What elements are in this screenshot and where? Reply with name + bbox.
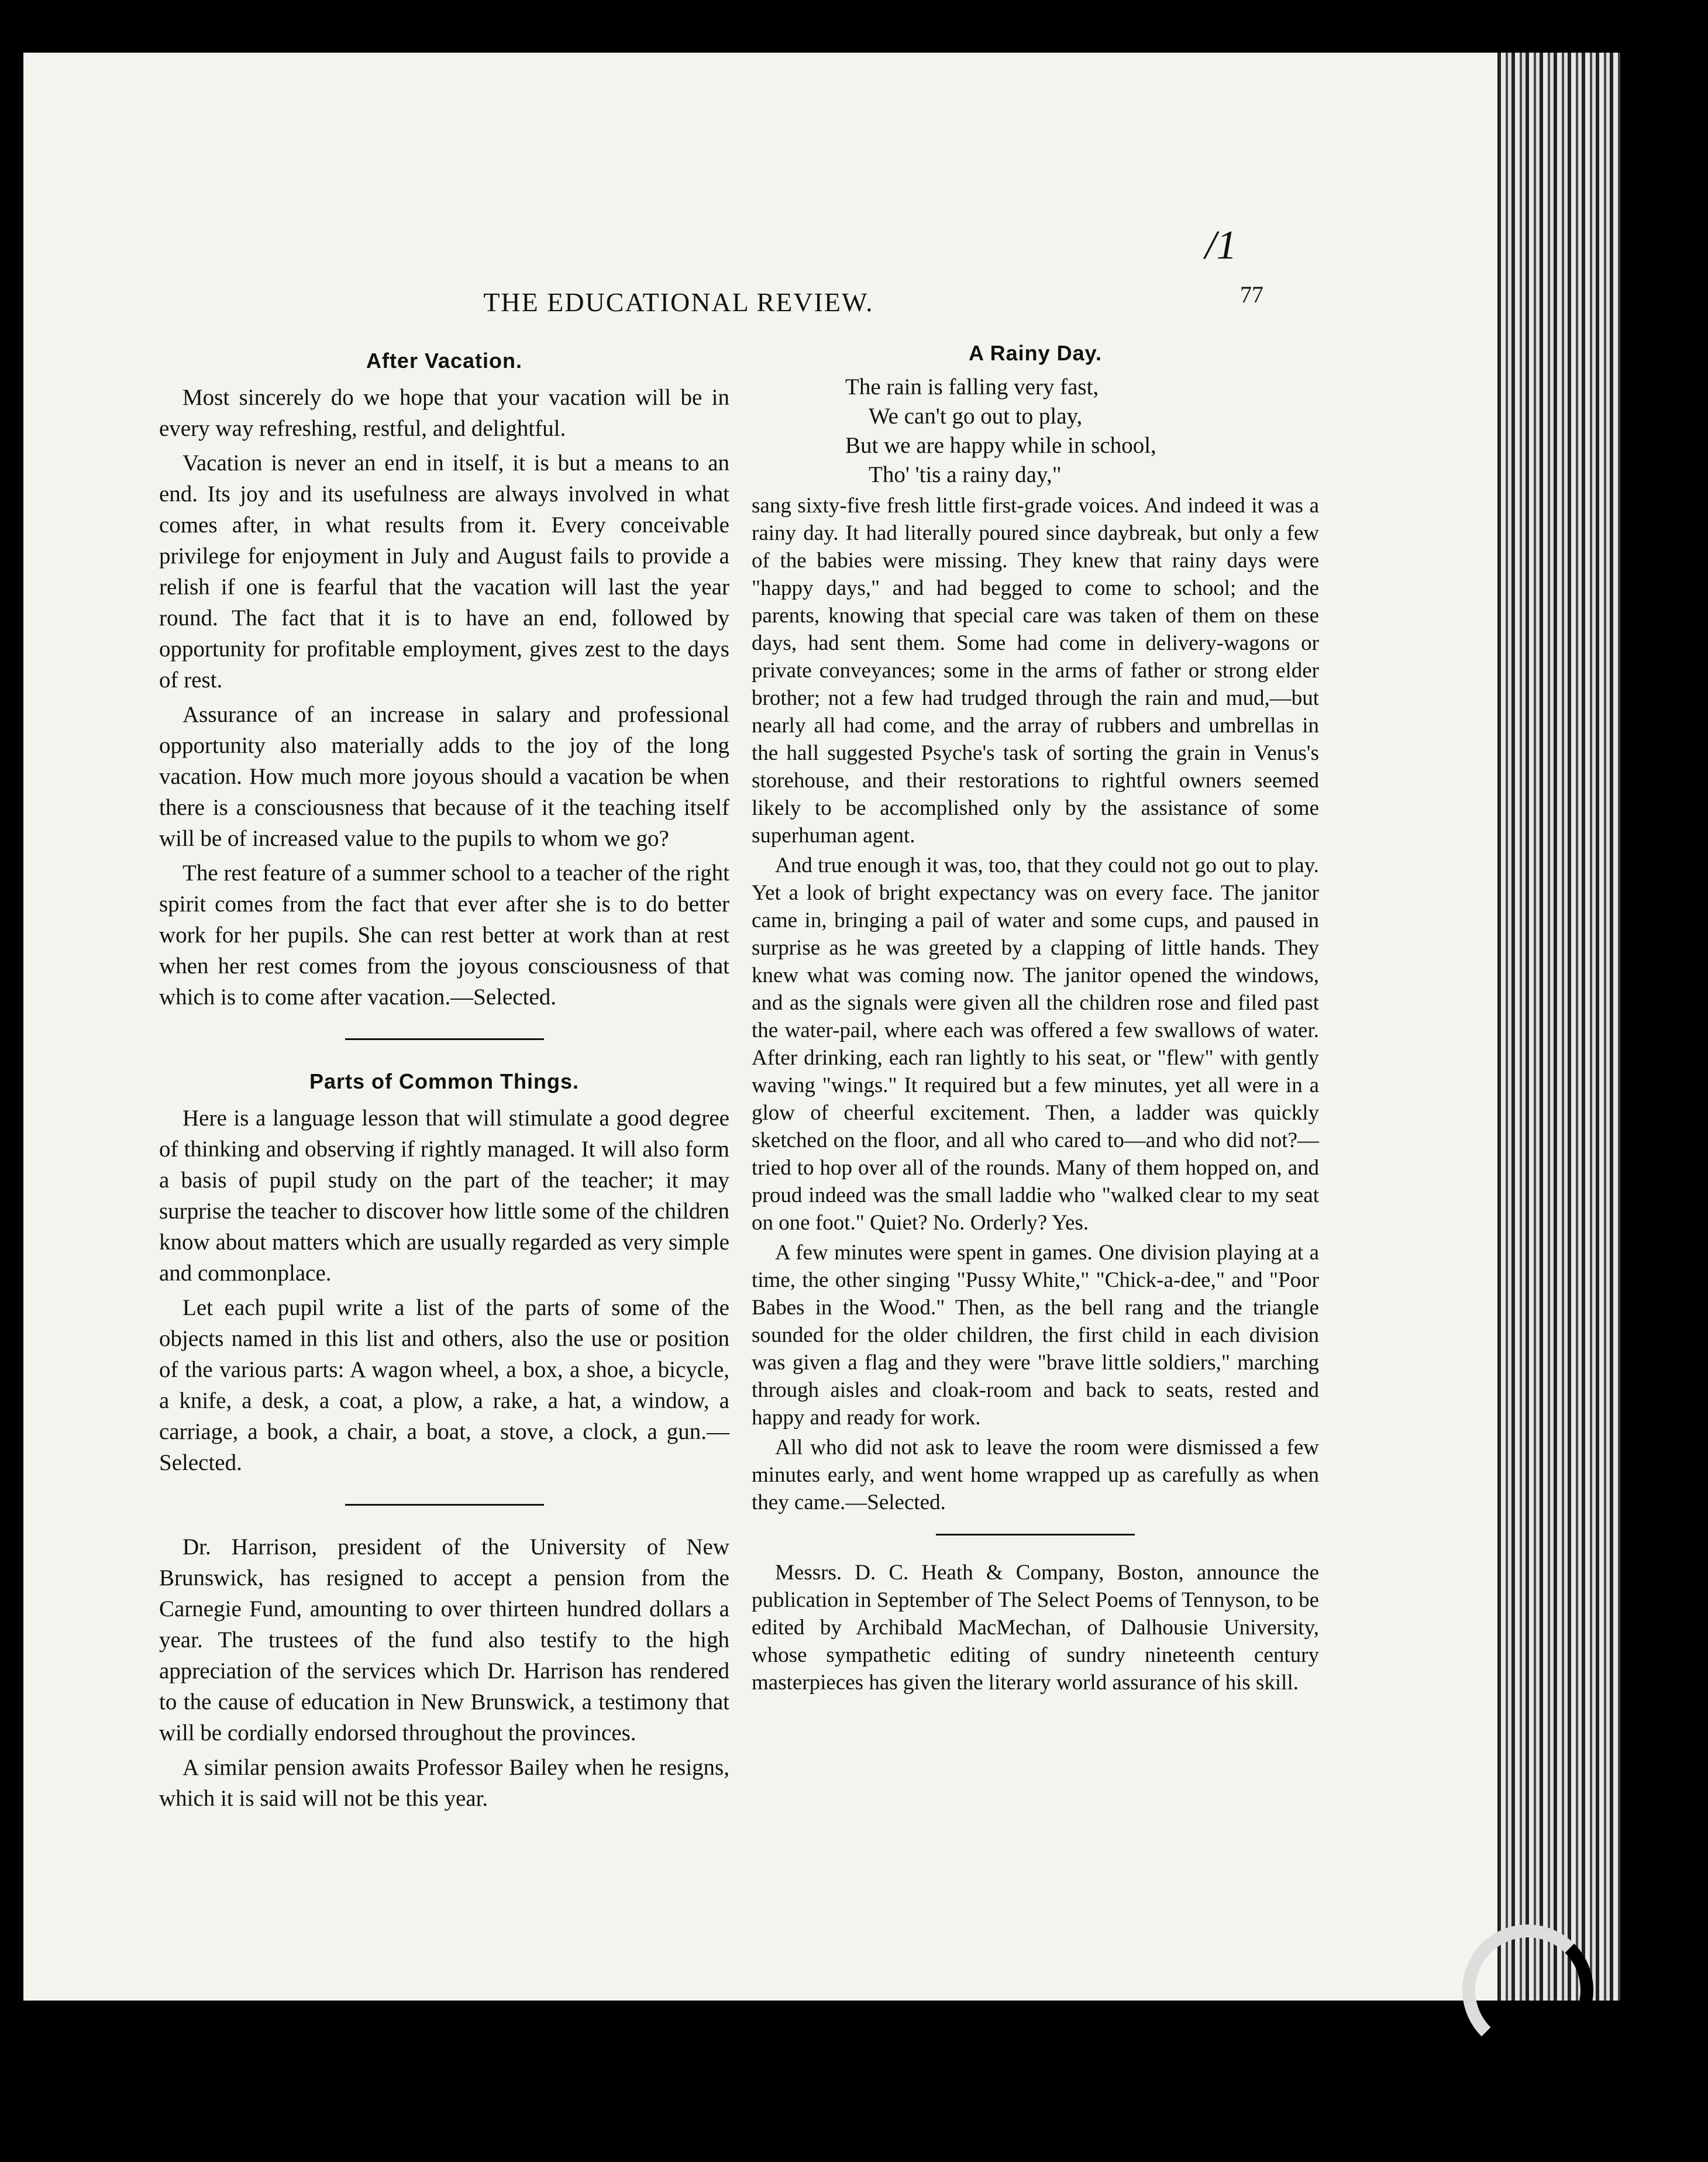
paragraph: A similar pension awaits Professor Bailey when he resigns, which it is said will not be this year. bbox=[159, 1755, 729, 1811]
right-column bbox=[752, 339, 1319, 1699]
section-divider bbox=[345, 1038, 544, 1040]
running-header: THE EDUCATIONAL REVIEW. bbox=[483, 287, 874, 317]
paragraph: sang sixty-five fresh little first-grade voices. And indeed it was a rainy day. It had literally poured since daybreak, but only a few of the babies were missing. They knew that rainy days were "happy days," and had begged to come to school; and the parents, knowing that special care was taken of them on these days, had sent them. Some had come in delivery-wagons or private conveyances; some in the arms of father or strong elder brother; not a few had trudged through the rain and mud,—but nearly all had come, and the array of rubbers and umbrellas in the hall suggested Psyche's task of sorting the grain in Venus's storehouse, and their restorations to rightful owners seemed likely to be accomplished only by the assistance of some superhuman agent. bbox=[752, 494, 1319, 848]
film-border-right bbox=[1620, 0, 1708, 2162]
article-heading: After Vacation. bbox=[366, 349, 523, 373]
paragraph: A few minutes were spent in games. One division playing at a time, the other singing "Pussy White," "Chick-a-dee," and "Poor Babes in the Wood." Then, as the bell rang and the triangle sounded for the older children, the first child in each division was given a flag and they were "brave little soldiers," marching through aisles and cloak-room and back to seats, rested and happy and ready for work. bbox=[752, 1241, 1319, 1430]
paragraph: And true enough it was, too, that they could not go out to play. Yet a look of bright expectancy was on every face. The janitor came in, bringing a pail of water and some cups, and paused in surprise as he was greeted by a clapping of little hands. They knew what was coming now. The janitor opened the windows, and as the signals were given all the children rose and filed past the water-pail, where each was offered a few swallows of water. After drinking, each ran lightly to his seat, or "flew" with gently waving "wings." It required but a few minutes, yet all were in a glow of cheerful excitement. Then, a ladder was quickly sketched on the floor, and all who cared to—and who did not?—tried to hop over all of the rounds. Many of them hopped on, and proud indeed was the small laddie who "walked clear to my seat on one foot." Quiet? No. Orderly? Yes. bbox=[752, 853, 1319, 1235]
paragraph: Let each pupil write a list of the parts of some of the objects named in this list and others, also the use or position of the various parts: A wagon wheel, a box, a shoe, a bicycle, a knife, a desk, a coat, a plow, a rake, a hat, a window, a carriage, a book, a chair, a boat, a stove, a clock, a gun.—Selected. bbox=[159, 1295, 729, 1475]
article-heading: A Rainy Day. bbox=[968, 341, 1103, 365]
article-parts-of-common-things bbox=[159, 1066, 729, 1478]
note-heath-company bbox=[752, 1559, 1319, 1696]
paragraph: Here is a language lesson that will stimulate a good degree of thinking and observing if rightly managed. It will also form a basis of pupil study on the part of the teacher; it may surprise the teacher to discover how little some of the children know about matters which are usually regarded as very simple and commonplace. bbox=[159, 1106, 729, 1286]
poem-line: But we are happy while in school, bbox=[845, 433, 1156, 458]
paragraph: Vacation is never an end in itself, it is but a means to an end. Its joy and its usefulness are always involved in what comes after, in what results from it. Every conceivable privilege for enjoyment in July and August fails to provide a relish if one is fearful that the vacation will last the year round. The fact that it is to have an end, followed by opportunity for profitable employment, gives zest to the days of rest. bbox=[159, 450, 729, 693]
poem-line: Tho' 'tis a rainy day," bbox=[869, 462, 1062, 487]
section-divider bbox=[936, 1534, 1135, 1536]
pen-annotation: /1 bbox=[1205, 223, 1237, 268]
page-clip bbox=[1462, 1925, 1593, 2056]
paragraph: Most sincerely do we hope that your vacation will be in every way refreshing, restful, and delightful. bbox=[159, 385, 729, 441]
poem-line: We can't go out to play, bbox=[869, 404, 1083, 429]
film-border-top bbox=[0, 0, 1708, 53]
left-column bbox=[159, 345, 729, 1817]
article-after-vacation bbox=[159, 345, 729, 1013]
article-a-rainy-day bbox=[752, 339, 1319, 1516]
article-heading: Parts of Common Things. bbox=[309, 1069, 579, 1093]
film-border-left bbox=[0, 0, 23, 2162]
page-number: 77 bbox=[1240, 281, 1263, 308]
poem-verse bbox=[845, 373, 1319, 490]
poem-line: The rain is falling very fast, bbox=[845, 374, 1099, 400]
paragraph: Messrs. D. C. Heath & Company, Boston, announce the publication in September of The Select Poems of Tennyson, to be edited by Archibald MacMechan, of Dalhousie University, whose sympathetic editing of sundry nineteenth century masterpieces has given the literary world assurance of his skill. bbox=[752, 1561, 1319, 1695]
book-spine-edges bbox=[1497, 53, 1620, 2001]
paragraph: Dr. Harrison, president of the University of New Brunswick, has resigned to accept a pension from the Carnegie Fund, amounting to over thirteen hundred dollars a year. The trustees of the fund also testify to the high appreciation of the services which Dr. Harrison has rendered to the cause of education in New Brunswick, a testimony that will be cordially endorsed throughout the provinces. bbox=[159, 1534, 729, 1746]
paragraph: Assurance of an increase in salary and professional opportunity also materially adds to the joy of the long vacation. How much more joyous should a vacation be when there is a consciousness that because of it the teaching itself will be of increased value to the pupils to whom we go? bbox=[159, 702, 729, 851]
paragraph: The rest feature of a summer school to a teacher of the right spirit comes from the fact that ever after she is to do better work for her pupils. She can rest better at work than at rest when her rest comes from the joyous consciousness of that which is to come after vacation.—Selected. bbox=[159, 860, 729, 1010]
note-dr-harrison bbox=[159, 1531, 729, 1814]
section-divider bbox=[345, 1504, 544, 1506]
paragraph: All who did not ask to leave the room were dismissed a few minutes early, and went home wrapped up as carefully as when they came.—Selected. bbox=[752, 1435, 1319, 1514]
film-border-bottom bbox=[0, 2001, 1708, 2162]
